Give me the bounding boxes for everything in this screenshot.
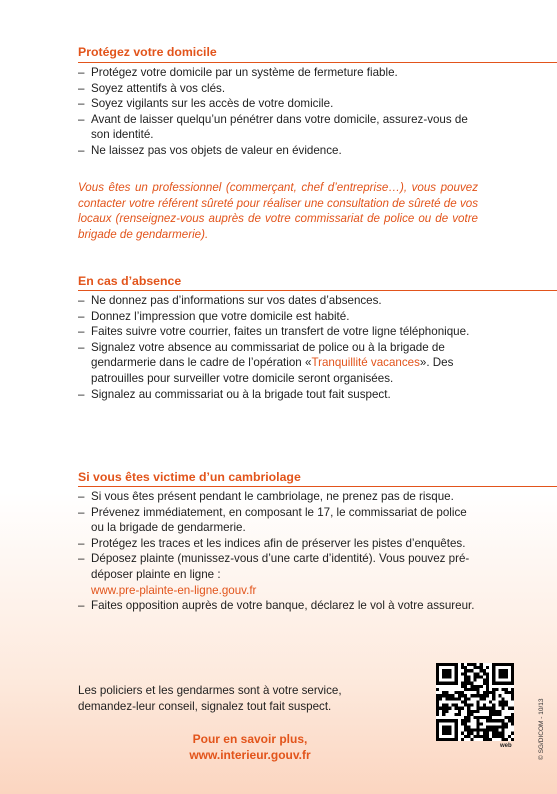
list-item: – Faites suivre votre courrier, faites un transfert de votre ligne téléphonique. (78, 324, 478, 340)
section-title: Si vous êtes victime d’un cambriolage (78, 470, 301, 484)
section-divider (78, 62, 557, 63)
section-absence-list (78, 293, 478, 402)
section-title: En cas d’absence (78, 274, 182, 288)
section-divider (78, 486, 557, 487)
list-item: – Prévenez immédiatement, en composant le 17, le commissariat de police ou la brigade de gendarmerie. (78, 505, 478, 536)
list-item: – Ne laissez pas vos objets de valeur en évidence. (78, 143, 478, 159)
list-item: – Donnez l’impression que votre domicile est habité. (78, 309, 478, 325)
pre-plainte-link[interactable]: www.pre-plainte-en-ligne.gouv.fr (91, 583, 257, 597)
list-item: – Protégez les traces et les indices afin de préserver les pistes d’enquêtes. (78, 536, 478, 552)
list-item-text: Signalez votre absence au commissariat de police ou à la brigade de gendarmerie dans le cadre de l’opération « (91, 340, 445, 370)
list-item-text: ». Des patrouilles pour surveiller votre domicile seront organisées. (91, 356, 454, 385)
list-item (78, 551, 478, 598)
professional-note: Vous êtes un professionnel (commerçant, chef d’entreprise…), vous pouvez contacter votre référent sûreté pour réaliser une consultation de sûreté de vos locaux (renseignez-vous auprès de votre commissariat de police ou de votre brigade de gendarmerie). (78, 181, 478, 241)
copyright-credit: © SG/DICOM - 10/13 (538, 698, 545, 760)
more-info-label: Pour en savoir plus, (192, 732, 308, 746)
section-title: Protégez votre domicile (78, 45, 217, 59)
more-info (130, 731, 370, 763)
tranquillite-vacances-link[interactable]: Tranquillité vacances (311, 356, 420, 370)
section-protect-home (78, 45, 478, 62)
list-item: – Si vous êtes présent pendant le cambriolage, ne prenez pas de risque. (78, 489, 478, 505)
section-absence (78, 274, 478, 291)
list-item: – Faites opposition auprès de votre banque, déclarez le vol à votre assureur. (78, 598, 478, 614)
list-item: – Signalez au commissariat ou à la brigade tout fait suspect. (78, 387, 478, 403)
list-item: – Soyez vigilants sur les accès de votre domicile. (78, 96, 478, 112)
interieur-website-link[interactable]: www.interieur.gouv.fr (189, 748, 311, 762)
list-item: – Avant de laisser quelqu’un pénétrer dans votre domicile, assurez-vous de son identité. (78, 112, 478, 143)
section-divider (78, 290, 557, 291)
section-burglary-victim (78, 470, 478, 487)
list-item-text: Déposez plainte (munissez-vous d’une carte d’identité). Vous pouvez pré-déposer plainte en ligne : (91, 552, 470, 581)
section-burglary-list (78, 489, 478, 614)
list-item: – Soyez attentifs à vos clés. (78, 81, 478, 97)
section-protect-home-list (78, 65, 478, 159)
list-item: – Ne donnez pas d’informations sur vos dates d’absences. (78, 293, 478, 309)
closing-text: Les policiers et les gendarmes sont à votre service, demandez-leur conseil, signalez tout fait suspect. (78, 684, 342, 713)
qr-code[interactable] (436, 663, 514, 741)
list-item: – Protégez votre domicile par un système de fermeture fiable. (78, 65, 478, 81)
qr-label: web (500, 743, 512, 749)
list-item (78, 340, 478, 387)
